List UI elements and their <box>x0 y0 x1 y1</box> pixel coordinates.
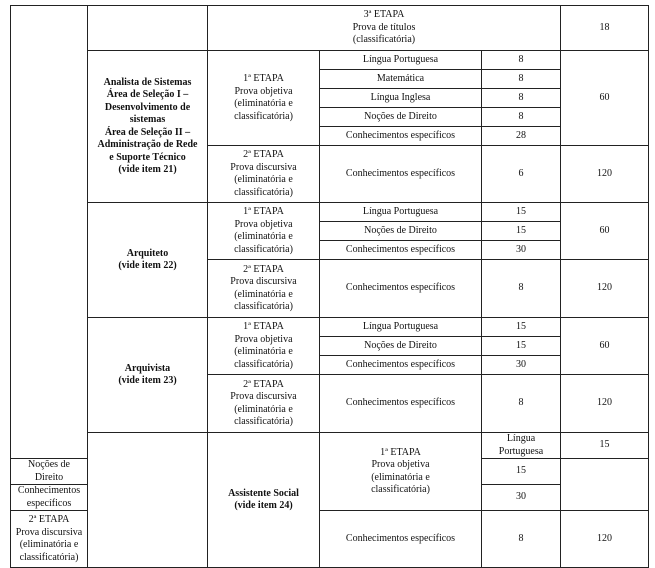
disciplina-cell: Noções de Direito <box>320 222 482 241</box>
questoes-cell: 8 <box>482 70 561 89</box>
disciplina-cell: Noções de Direito <box>320 337 482 356</box>
cargo-cell: Arquivista (vide item 23) <box>88 318 208 433</box>
questoes-cell: 30 <box>482 356 561 375</box>
etapa-cell: 2ª ETAPA Prova discursiva (eliminatória e classificatória) <box>208 260 320 318</box>
disciplina-cell: Conhecimentos específicos <box>320 241 482 260</box>
questoes-cell: 15 <box>561 433 649 459</box>
questoes-cell: 15 <box>482 318 561 337</box>
disciplina-cell: Língua Portuguesa <box>320 51 482 70</box>
cargo-cell: Arquiteto (vide item 22) <box>88 203 208 318</box>
questoes-cell: 15 <box>482 203 561 222</box>
disciplina-cell: Língua Portuguesa <box>320 318 482 337</box>
questoes-cell: 8 <box>482 108 561 127</box>
cargo-cell: Assistente Social (vide item 24) <box>208 433 320 568</box>
disciplina-cell: Noções de Direito <box>11 459 88 485</box>
etapa-cell: 2ª ETAPA Prova discursiva (eliminatória e classificatória) <box>11 511 88 568</box>
disciplina-cell: Conhecimentos específicos <box>320 375 482 433</box>
disciplina-cell: Conhecimentos específicos <box>320 127 482 146</box>
table-row <box>11 51 649 70</box>
questoes-cell: 28 <box>482 127 561 146</box>
exam-table <box>10 5 649 568</box>
etapa-3-pontos: 18 <box>561 6 649 51</box>
questoes-cell: 8 <box>482 89 561 108</box>
table-row <box>11 203 649 222</box>
questoes-cell: 15 <box>482 222 561 241</box>
table-row <box>11 433 649 459</box>
questoes-cell: 15 <box>482 459 561 485</box>
pontos-cell: 60 <box>561 51 649 146</box>
etapa-cell: 1ª ETAPA Prova objetiva (eliminatória e classificatória) <box>208 51 320 146</box>
disciplina-cell: Matemática <box>320 70 482 89</box>
etapa-cell: 2ª ETAPA Prova discursiva (eliminatória e classificatória) <box>208 375 320 433</box>
etapa-cell: 2ª ETAPA Prova discursiva (eliminatória e classificatória) <box>208 146 320 203</box>
cargo-cell: Analista de Sistemas Área de Seleção I – Desenvolvimento de sistemas Área de Seleção II – Administração de Rede e Suporte Técnico (vide item 21) <box>88 51 208 203</box>
etapa-cell: 1ª ETAPA Prova objetiva (eliminatória e classificatória) <box>320 433 482 511</box>
pontos-cell: 60 <box>561 318 649 375</box>
disciplina-cell: Língua Portuguesa <box>320 203 482 222</box>
disciplina-cell: Conhecimentos específicos <box>320 511 482 568</box>
questoes-cell: 8 <box>482 511 561 568</box>
pontos-cell: 120 <box>561 260 649 318</box>
questoes-cell: 8 <box>482 375 561 433</box>
questoes-cell: 8 <box>482 260 561 318</box>
questoes-cell: 15 <box>482 337 561 356</box>
questoes-cell: 8 <box>482 51 561 70</box>
questoes-cell: 6 <box>482 146 561 203</box>
disciplina-cell: Conhecimentos específicos <box>320 260 482 318</box>
pontos-cell: 120 <box>561 146 649 203</box>
questoes-cell: 30 <box>482 485 561 511</box>
pontos-cell: 120 <box>561 511 649 568</box>
etapa-cell: 1ª ETAPA Prova objetiva (eliminatória e classificatória) <box>208 203 320 260</box>
etapa-cell: 1ª ETAPA Prova objetiva (eliminatória e classificatória) <box>208 318 320 375</box>
disciplina-cell: Noções de Direito <box>320 108 482 127</box>
disciplina-cell: Conhecimentos específicos <box>320 356 482 375</box>
pontos-cell: 60 <box>561 203 649 260</box>
pontos-cell: 120 <box>561 375 649 433</box>
disciplina-cell: Conhecimentos específicos <box>320 146 482 203</box>
table-row <box>11 318 649 337</box>
disciplina-cell: Língua Portuguesa <box>482 433 561 459</box>
disciplina-cell: Conhecimentos específicos <box>11 485 88 511</box>
etapa-3-cell: 3ª ETAPA Prova de títulos (classificatória) <box>208 6 561 51</box>
left-blank-column <box>88 433 208 568</box>
left-blank-column <box>11 6 88 459</box>
top-cargo-cell <box>88 6 208 51</box>
questoes-cell: 30 <box>482 241 561 260</box>
disciplina-cell: Língua Inglesa <box>320 89 482 108</box>
